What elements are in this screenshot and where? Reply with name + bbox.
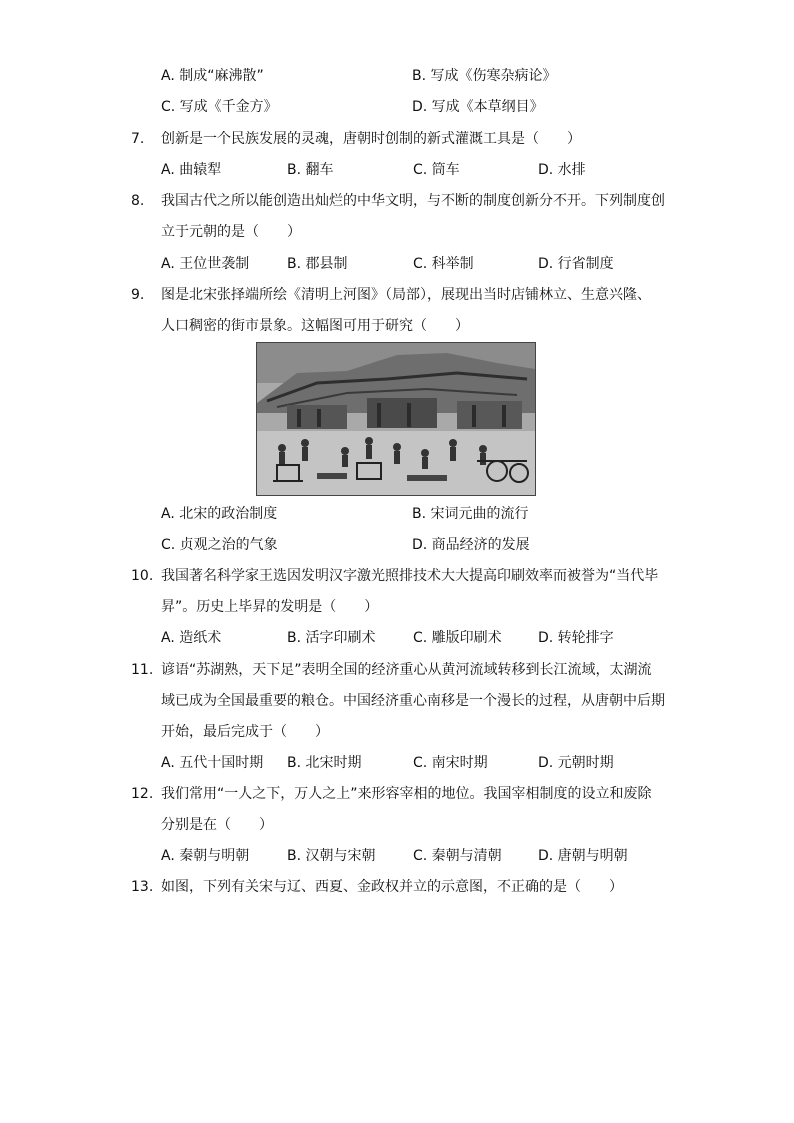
q7-option-b: B. 翻车	[287, 162, 334, 178]
q11-number: 11.	[131, 662, 154, 678]
q8-number: 8.	[131, 193, 145, 209]
q7-option-d: D. 水排	[538, 162, 586, 178]
q8-option-c: C. 科举制	[413, 256, 474, 272]
q11-option-a: A. 五代十国时期	[161, 755, 264, 771]
q10-number: 10.	[131, 568, 154, 584]
q8-option-b: B. 郡县制	[287, 256, 348, 272]
q12-number: 12.	[131, 786, 154, 802]
q8-option-d: D. 行省制度	[538, 256, 614, 272]
q8-option-a: A. 王位世袭制	[161, 256, 250, 272]
q10-option-d: D. 转轮排字	[538, 630, 614, 646]
q11-option-b: B. 北宋时期	[287, 755, 362, 771]
q12-option-a: A. 秦朝与明朝	[161, 848, 250, 864]
q9-number: 9.	[131, 287, 145, 303]
q11-option-c: C. 南宋时期	[413, 755, 488, 771]
q11-stem-line-2: 域已成为全国最重要的粮仓。中国经济重心南移是一个漫长的过程，从唐朝中后期	[161, 693, 665, 709]
q11-option-d: D. 元朝时期	[538, 755, 614, 771]
q6-option-d: D. 写成《本草纲目》	[412, 99, 544, 115]
q9-stem-line-2: 人口稠密的街市景象。这幅图可用于研究（ ）	[161, 318, 469, 334]
q6-option-b: B. 写成《伤寒杂病论》	[412, 68, 557, 84]
q7-number: 7.	[131, 131, 145, 147]
q7-option-a: A. 曲辕犁	[161, 162, 222, 178]
q12-option-d: D. 唐朝与明朝	[538, 848, 628, 864]
q8-stem-line-1: 我国古代之所以能创造出灿烂的中华文明，与不断的制度创新分不开。下列制度创	[161, 193, 665, 209]
q9-option-a: A. 北宋的政治制度	[161, 506, 278, 522]
q9-option-d: D. 商品经济的发展	[412, 537, 530, 553]
q7-option-c: C. 筒车	[413, 162, 460, 178]
q12-stem-line-1: 我们常用“一人之下，万人之上”来形容宰相的地位。我国宰相制度的设立和废除	[161, 786, 652, 802]
q6-option-a: A. 制成“麻沸散”	[161, 68, 264, 84]
q13-number: 13.	[131, 879, 154, 895]
q10-stem-line-2: 昇”。历史上毕昇的发明是（ ）	[161, 599, 379, 615]
q11-stem-line-1: 谚语“苏湖熟，天下足”表明全国的经济重心从黄河流域转移到长江流域，太湖流	[161, 662, 652, 678]
q9-stem-line-1: 图是北宋张择端所绘《清明上河图》（局部），展现出当时店铺林立、生意兴隆、	[161, 287, 651, 303]
painting-illustration	[257, 343, 535, 495]
q6-option-c: C. 写成《千金方》	[161, 99, 278, 115]
qingming-painting-image	[256, 342, 536, 496]
q10-stem-line-1: 我国著名科学家王选因发明汉字激光照排技术大大提高印刷效率而被誉为“当代毕	[161, 568, 659, 584]
q8-stem-line-2: 立于元朝的是（ ）	[161, 224, 301, 240]
q13-stem: 如图，下列有关宋与辽、西夏、金政权并立的示意图，不正确的是（ ）	[161, 879, 623, 895]
q12-option-b: B. 汉朝与宋朝	[287, 848, 376, 864]
q9-option-c: C. 贞观之治的气象	[161, 537, 278, 553]
q11-stem-line-3: 开始，最后完成于（ ）	[161, 724, 329, 740]
q10-option-a: A. 造纸术	[161, 630, 222, 646]
q7-stem: 创新是一个民族发展的灵魂，唐朝时创制的新式灌溉工具是（ ）	[161, 131, 581, 147]
q10-option-b: B. 活字印刷术	[287, 630, 376, 646]
q12-option-c: C. 秦朝与清朝	[413, 848, 502, 864]
q10-option-c: C. 雕版印刷术	[413, 630, 502, 646]
q9-option-b: B. 宋词元曲的流行	[412, 506, 529, 522]
q12-stem-line-2: 分别是在（ ）	[161, 817, 273, 833]
